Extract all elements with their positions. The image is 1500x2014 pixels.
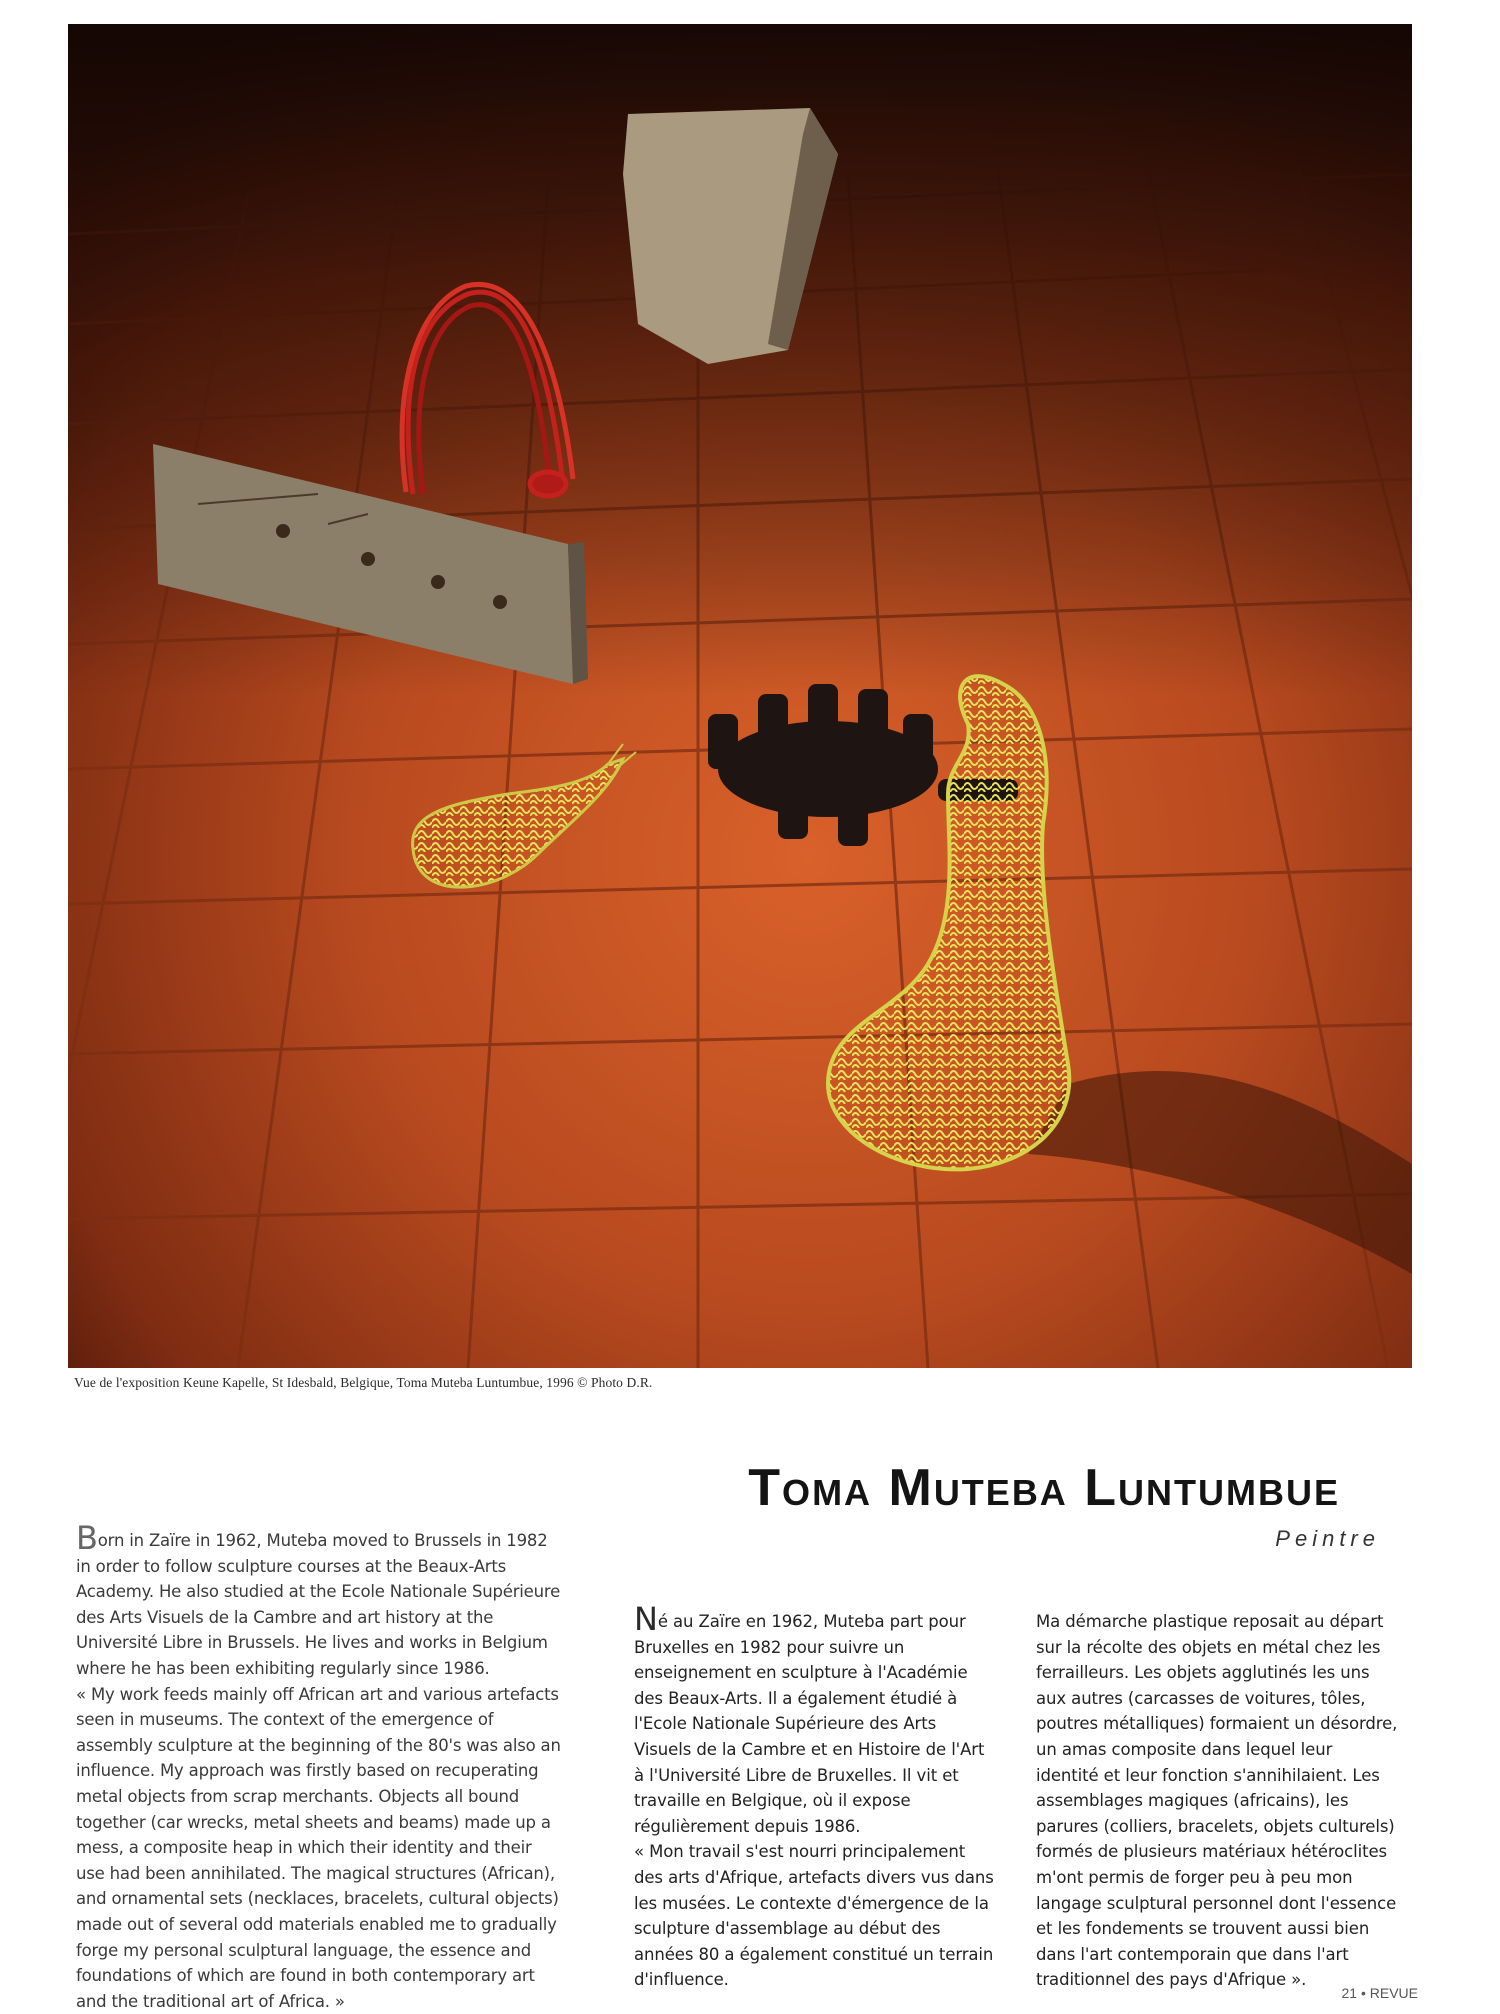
english-intro: orn in Zaïre in 1962, Muteba moved to Brussels in 1982 in order to follow sculpture courses at the Beaux-Arts Academy. He also studied at the Ecole Nationale Supérieure des Arts Visuels de la Cambre and art history at the Université Libre in Brussels. He lives and works in Belgium where he has been exhibiting regularly since 1986. (76, 1531, 561, 1678)
french-intro: é au Zaïre en 1962, Muteba part pour Bruxelles en 1982 pour suivre un enseignement en sculpture à l'Académie des Beaux-Arts. Il a également étudié à l'Ecole Nationale Supérieure des Arts Visuels de la Cambre et en Histoire de l'Art à l'Université Libre de Bruxelles. Il vit et travaille en Belgique, où il expose régulièrement depuis 1986. (634, 1612, 985, 1836)
french-text-column-2 (1036, 1609, 1398, 1993)
page-folio: 21 • REVUE (1341, 1985, 1418, 2001)
article-title: Toma Muteba Luntumbue (748, 1459, 1340, 1517)
french-quote-start: « Mon travail s'est nourri principalement des arts d'Afrique, artefacts divers vus dans les musées. Le contexte d'émergence de la sculpture d'assemblage au début des années 80 a également constitué un terrain d'influence. (634, 1842, 994, 1990)
article-subtitle: Peintre (1275, 1526, 1380, 1551)
french-quote-end: Ma démarche plastique reposait au départ sur la récolte des objets en métal chez les ferrailleurs. Les objets agglutinés les uns aux autres (carcasses de voitures, tôles, poutres métalliques) formaient un désordre, un amas composite dans lequel leur identité et leur fonction s'annihilaient. Les assemblages magiques (africains), les parures (colliers, bracelets, objets culturels) formés de plusieurs matériaux hétéroclites m'ont permis de forger peu à peu mon langage sculptural personnel dont l'essence et les fondements se trouvent aussi bien dans l'art contemporain que dans l'art traditionnel des pays d'Afrique ». (1036, 1612, 1398, 1990)
french-dropcap: N (634, 1600, 658, 1638)
english-dropcap: B (76, 1519, 98, 1557)
photo-caption: Vue de l'exposition Keune Kapelle, St Idesbald, Belgique, Toma Muteba Luntumbue, 1996 © Photo D.R. (74, 1375, 653, 1390)
english-quote: « My work feeds mainly off African art and various artefacts seen in museums. The context of the emergence of assembly sculpture at the beginning of the 80's was also an influence. My approach was firstly based on recuperating metal objects from scrap merchants. Objects all bound together (car wrecks, metal sheets and beams) made up a mess, a composite heap in which their identity and their use had been annihilated. The magical structures (African), and ornamental sets (necklaces, bracelets, cultural objects) made out of several odd materials enabled me to gradually forge my personal sculptural language, the essence and foundations of which are found in both contemporary art and the traditional art of Africa. » (76, 1684, 561, 2011)
english-text-column (76, 1519, 564, 2014)
exhibition-photo (68, 24, 1412, 1368)
french-text-column-1 (634, 1600, 998, 1993)
exhibition-photo-illustration (68, 24, 1412, 1368)
